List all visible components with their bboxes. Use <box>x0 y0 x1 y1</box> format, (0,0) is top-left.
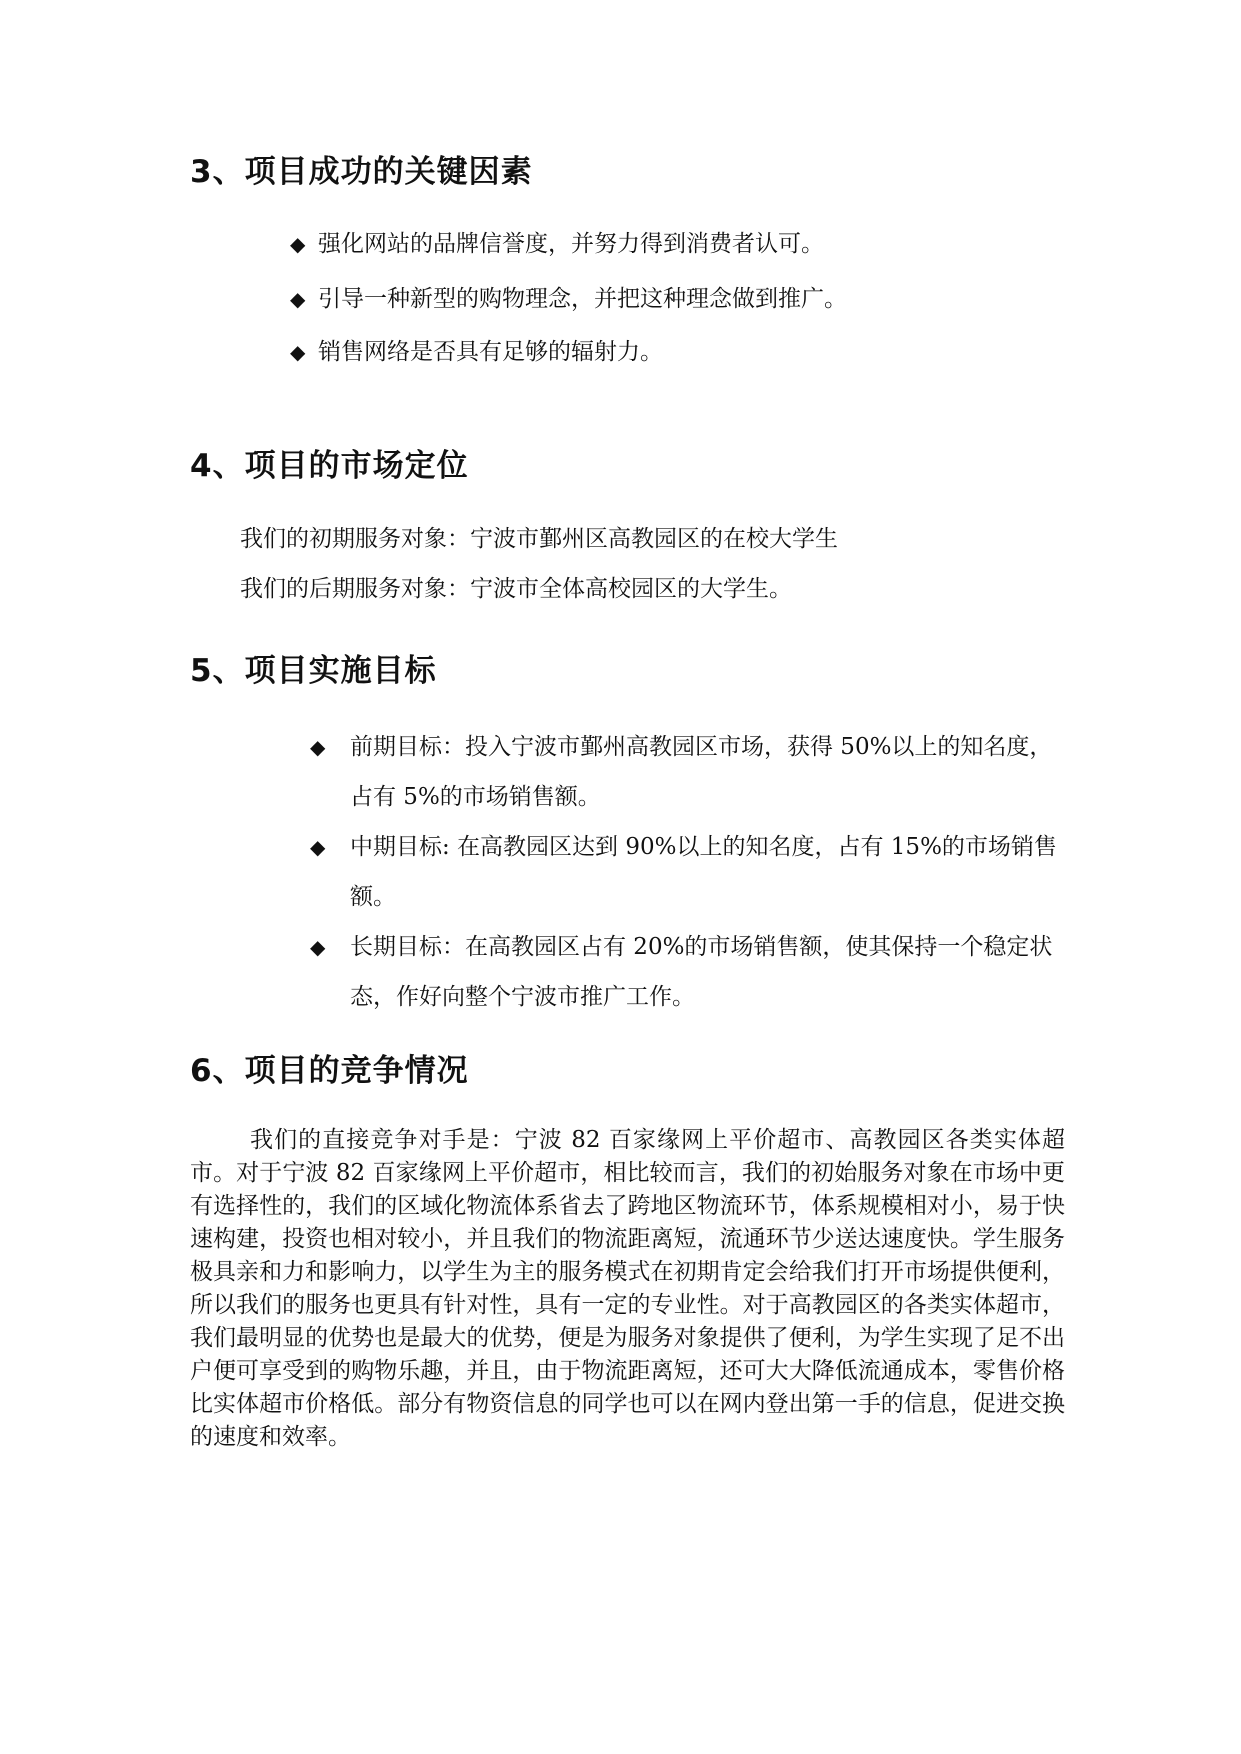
list-item <box>310 922 1070 1022</box>
list-item-text: 销售网络是否具有足够的辐射力。 <box>318 339 663 365</box>
list-item-text: 长期目标：在高教园区占有 20%的市场销售额，使其保持一个稳定状态，作好向整个宁波市推广工作。 <box>350 934 1053 1010</box>
list-item-text: 引导一种新型的购物理念，并把这种理念做到推广。 <box>318 286 847 312</box>
list-item-text: 中期目标: 在高教园区达到 90%以上的知名度，占有 15%的市场销售额。 <box>350 834 1057 910</box>
diamond-bullet-icon: ◆ <box>290 287 306 311</box>
list-item <box>310 722 1070 822</box>
list-item <box>290 333 663 366</box>
list-item-text: 强化网站的品牌信誉度，并努力得到消费者认可。 <box>318 231 824 257</box>
section-3-heading: 3、项目成功的关键因素 <box>190 154 533 190</box>
service-target-line: 我们的初期服务对象：宁波市鄞州区高教园区的在校大学生 <box>240 526 838 552</box>
list-item <box>310 822 1070 922</box>
diamond-bullet-icon: ◆ <box>290 232 306 256</box>
diamond-bullet-icon: ◆ <box>290 340 306 364</box>
diamond-bullet-icon: ◆ <box>310 735 326 759</box>
section-5-heading: 5、项目实施目标 <box>190 653 437 689</box>
section-6-heading: 6、项目的竞争情况 <box>190 1053 469 1089</box>
competition-paragraph: 我们的直接竞争对手是：宁波 82 百家缘网上平价超市、高教园区各类实体超市。对于宁波 82 百家缘网上平价超市，相比较而言，我们的初始服务对象在市场中更有选择性的，我们的区域化物流体系省去了跨地区物流环节，体系规模相对小，易于快速构建，投资也相对较小，并且我们的物流距离短，流通环节少送达速度快。学生服务极具亲和力和影响力，以学生为主的服务模式在初期肯定会给我们打开市场提供便利，所以我们的服务也更具有针对性，具有一定的专业性。对于高教园区的各类实体超市，我们最明显的优势也是最大的优势，便是为服务对象提供了便利，为学生实现了足不出户便可享受到的购物乐趣，并且，由于物流距离短，还可大大降低流通成本，零售价格比实体超市价格低。部分有物资信息的同学也可以在网内登出第一手的信息，促进交换的速度和效率。 <box>190 1127 1065 1450</box>
list-item <box>290 225 824 258</box>
list-item-text: 前期目标：投入宁波市鄞州高教园区市场，获得 50%以上的知名度，占有 5%的市场销售额。 <box>350 734 1053 810</box>
service-target-line: 我们的后期服务对象：宁波市全体高校园区的大学生。 <box>240 576 792 602</box>
diamond-bullet-icon: ◆ <box>310 935 326 959</box>
diamond-bullet-icon: ◆ <box>310 835 326 859</box>
list-item <box>290 280 847 313</box>
section-4-heading: 4、项目的市场定位 <box>190 448 469 484</box>
